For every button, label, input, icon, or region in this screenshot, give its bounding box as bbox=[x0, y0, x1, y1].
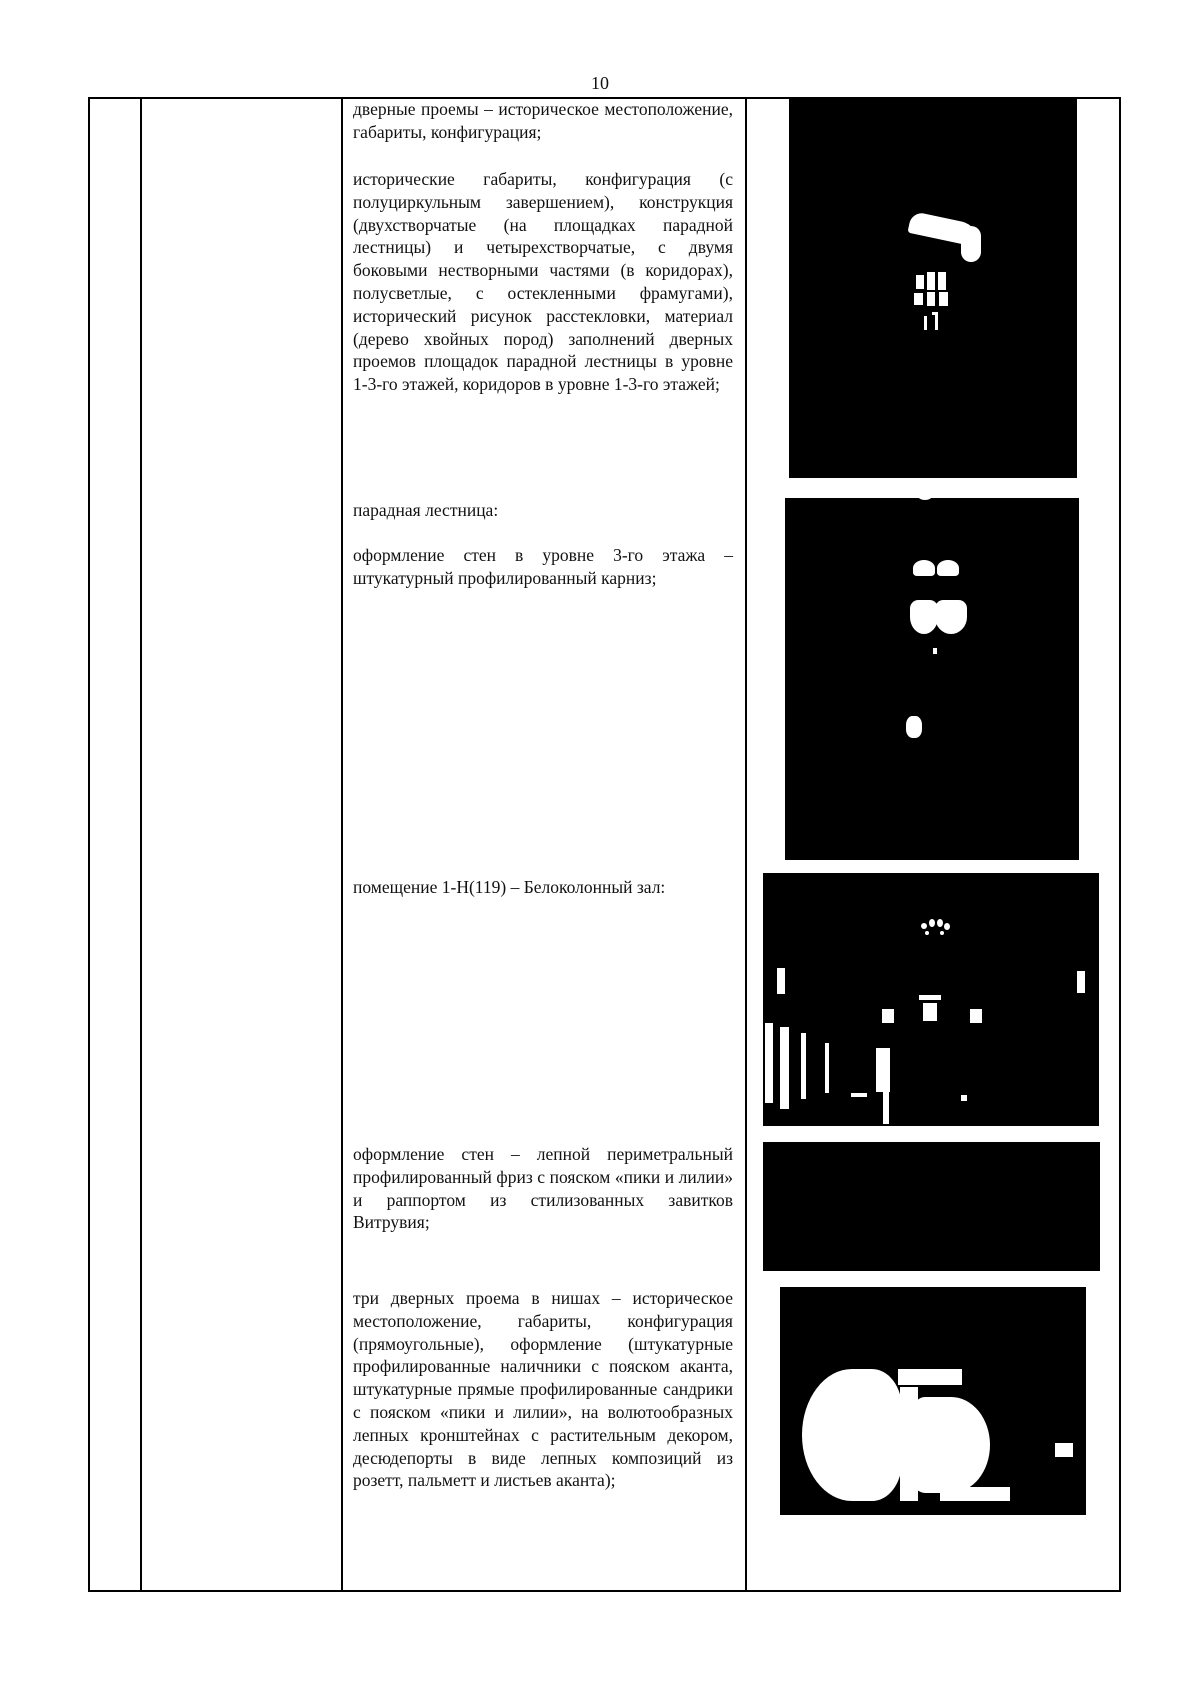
paragraph-door-openings: дверные проемы – историческое местоположение, габариты, конфигурация; bbox=[353, 99, 733, 142]
column-divider-3 bbox=[745, 97, 747, 1592]
column-divider-1 bbox=[140, 97, 142, 1592]
paragraph-hall-frieze: оформление стен – лепной периметральный профилированный фриз с пояском «пики и лилии» и раппортом из стилизованных завитков Витрувия; bbox=[353, 1144, 733, 1233]
photo-door bbox=[789, 98, 1077, 478]
column-divider-2 bbox=[341, 97, 343, 1592]
paragraph-main-staircase: парадная лестница: bbox=[353, 500, 499, 520]
paragraph-white-column-hall: помещение 1-Н(119) – Белоколонный зал: bbox=[353, 877, 666, 897]
page-number: 10 bbox=[591, 73, 609, 93]
paragraph-hall-doorways: три дверных проема в нишах – историческое местоположение, габариты, конфигурация (прямоугольные), оформление (штукатурные профилированные наличники с пояском аканта, штукатурные прямые профилированные сандрики с пояском «пики и лилии», на волютообразных лепных кронштейнах с растительным декором, десюдепорты в виде лепных композиций из розетт, пальметт и листьев аканта); bbox=[353, 1288, 733, 1491]
photo-doorway-niche bbox=[780, 1287, 1086, 1515]
photo-staircase bbox=[785, 498, 1079, 860]
paragraph-staircase-walls: оформление стен в уровне 3-го этажа – штукатурный профилированный карниз; bbox=[353, 545, 733, 588]
photo-white-column-hall bbox=[763, 873, 1099, 1126]
paragraph-door-fillings: исторические габариты, конфигурация (с полуциркульным завершением), конструкция (двухстворчатые (на площадках парадной лестницы) и четырехстворчатые, с двумя боковыми нестворными частями (в коридорах), полусветлые, с остекленными фрамугами), исторический рисунок расстекловки, материал (дерево хвойных пород) заполнений дверных проемов площадок парадной лестницы в уровне 1-3-го этажей, коридоров в уровне 1-3-го этажей; bbox=[353, 169, 733, 395]
photo-frieze bbox=[763, 1142, 1100, 1271]
